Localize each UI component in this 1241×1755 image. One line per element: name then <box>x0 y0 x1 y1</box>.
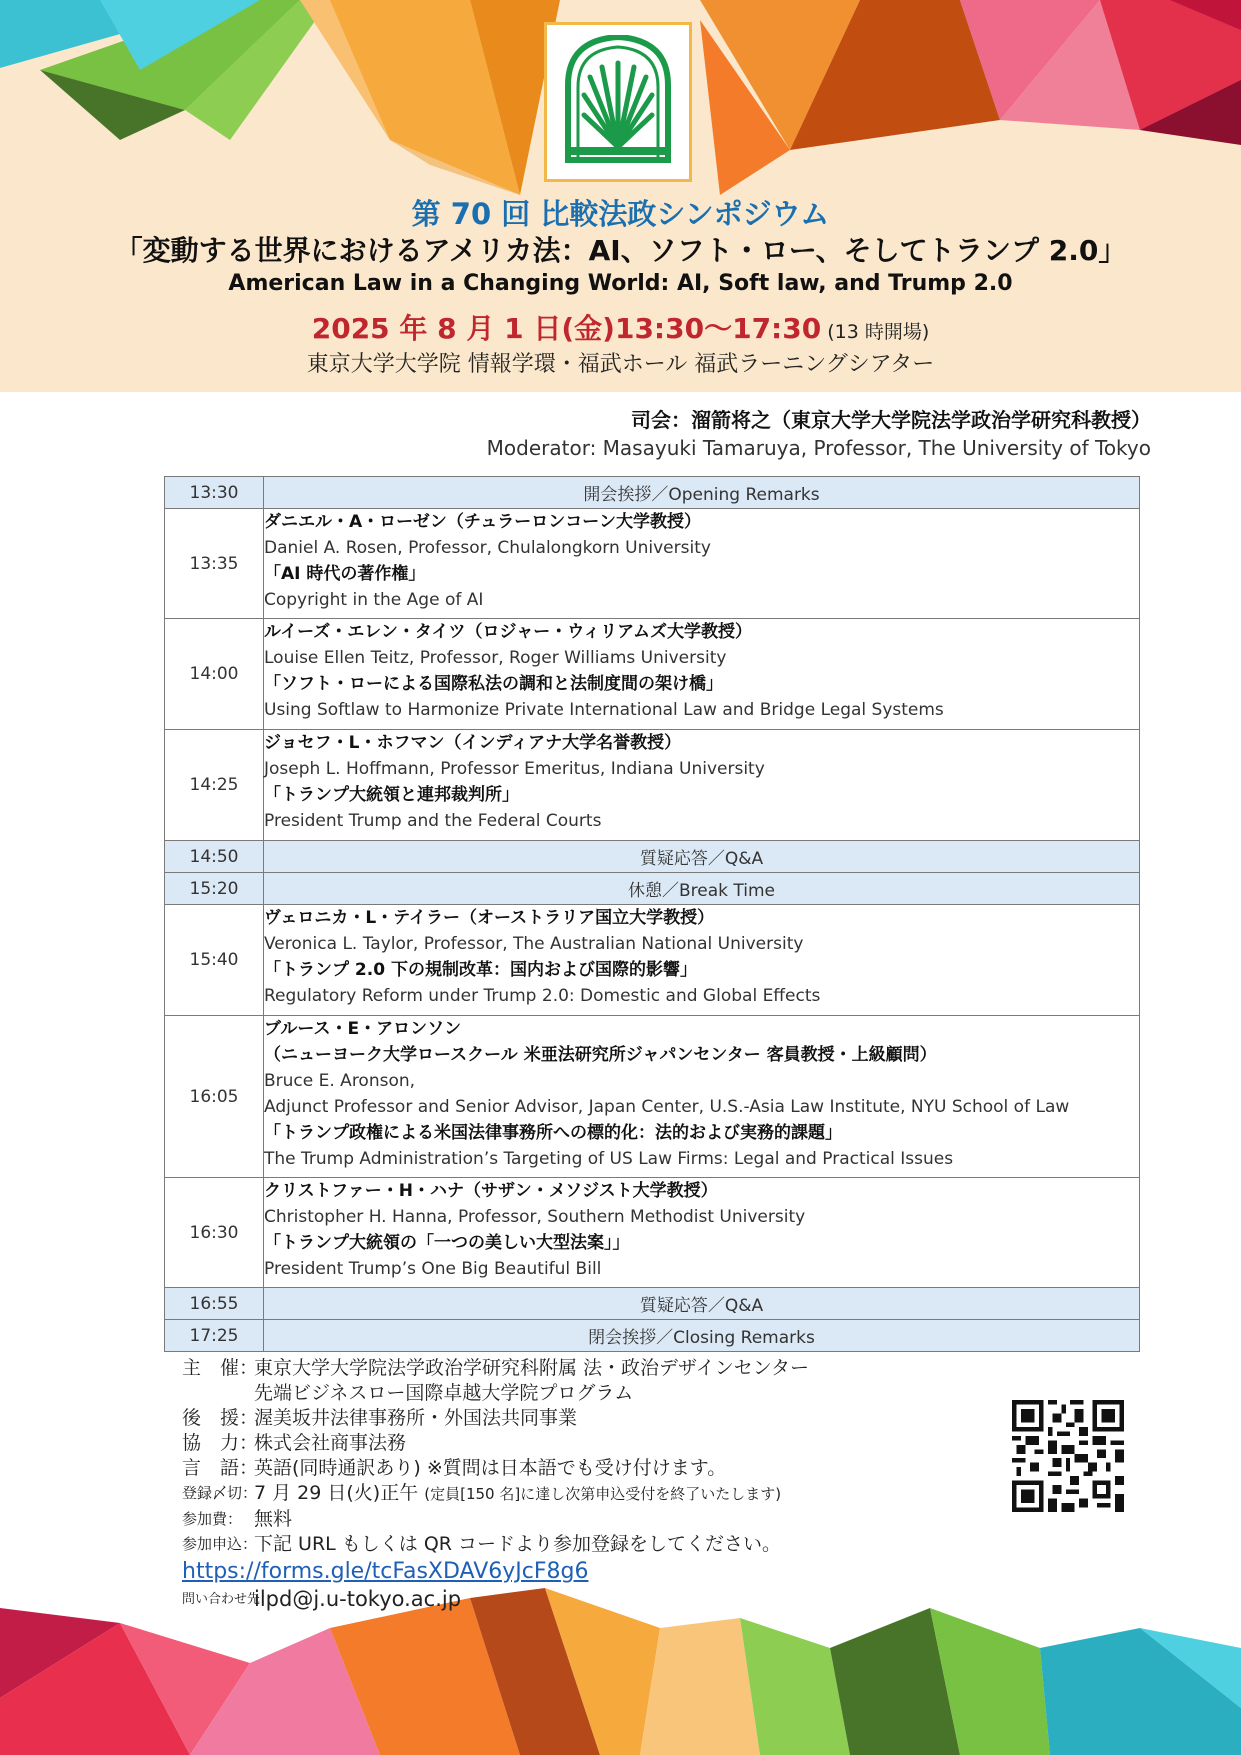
language-value: 英語(同時通訳あり) ※質問は日本語でも受け付けます。 <box>254 1457 727 1479</box>
program-time: 14:25 <box>165 730 264 841</box>
program-time: 16:55 <box>165 1288 264 1320</box>
talk-title-jp: 「ソフト・ローによる国際私法の調和と法制度間の架け橋」 <box>264 674 723 694</box>
event-venue: 東京大学大学院 情報学環・福武ホール 福武ラーニングシアター <box>306 352 935 377</box>
deadline-date: 7 月 29 日(火)正午 <box>254 1482 419 1504</box>
speaker-jp: ダニエル・A・ローゼン（チュラーロンコーン大学教授） <box>264 512 701 532</box>
talk-title-en: Regulatory Reform under Trump 2.0: Domestic and Global Effects <box>264 986 821 1006</box>
apply-row <box>182 1532 809 1557</box>
moderator-en: Moderator: Masayuki Tamaruya, Professor, The University of Tokyo <box>486 436 1151 460</box>
talk-title-en: President Trump’s One Big Beautiful Bill <box>264 1259 602 1279</box>
university-hall-logo <box>558 35 678 165</box>
speaker-en: Louise Ellen Teitz, Professor, Roger Williams University <box>264 648 727 668</box>
qr-code[interactable] <box>1012 1400 1124 1512</box>
program-label: 質疑応答／Q&A <box>264 841 1140 873</box>
program-row-closing <box>165 1320 1140 1352</box>
program-time: 14:00 <box>165 619 264 730</box>
registration-link[interactable]: https://forms.gle/tcFasXDAV6yJcF8g6 <box>182 1559 589 1584</box>
program-time: 15:20 <box>165 873 264 905</box>
talk-title-jp: 「トランプ政権による米国法律事務所への標的化：法的および実務的課題」 <box>264 1123 842 1143</box>
program-row-talk <box>165 1016 1140 1178</box>
program-label: 開会挨拶／Opening Remarks <box>264 477 1140 509</box>
contact-label: 問い合わせ先： <box>182 1592 274 1607</box>
contact-row <box>182 1587 809 1612</box>
speaker-en: Christopher H. Hanna, Professor, Southern Methodist University <box>264 1207 806 1227</box>
session-cell <box>264 509 1140 619</box>
speaker-en: Daniel A. Rosen, Professor, Chulalongkorn University <box>264 538 711 558</box>
program-row-qa <box>165 1288 1140 1320</box>
url-row <box>182 1557 809 1587</box>
deadline-label: 登録〆切： <box>182 1484 258 1502</box>
speaker-jp: ルイーズ・エレン・タイツ（ロジャー・ウィリアムズ大学教授） <box>264 622 752 642</box>
speaker-jp: クリストファー・H・ハナ（サザン・メソジスト大学教授） <box>264 1181 718 1201</box>
talk-title-jp: 「AI 時代の著作権」 <box>264 564 426 584</box>
cooperation-value: 株式会社商事法務 <box>254 1432 407 1454</box>
program-label: 休憩／Break Time <box>264 873 1140 905</box>
moderator-jp: 司会：溜箭将之（東京大学大学院法学政治学研究科教授） <box>631 408 1151 432</box>
program-time: 15:40 <box>165 905 264 1016</box>
program-time: 13:30 <box>165 477 264 509</box>
title-block <box>0 196 1241 380</box>
deadline-value <box>254 1481 781 1507</box>
fee-row <box>182 1507 809 1532</box>
program-table <box>164 476 1140 1352</box>
event-edition: 第 70 回 比較法政シンポジウム <box>411 197 830 231</box>
talk-title-jp: 「トランプ大統領の「一つの美しい大型法案」」 <box>264 1233 630 1253</box>
doors-open: (13 時開場) <box>827 321 930 343</box>
deadline-note: (定員[150 名]に達し次第申込受付を終了いたします) <box>424 1485 782 1503</box>
talk-title-en: President Trump and the Federal Courts <box>264 811 602 831</box>
event-title-jp: 「変動する世界におけるアメリカ法：AI、ソフト・ロー、そしてトランプ 2.0」 <box>114 234 1127 267</box>
program-row-talk <box>165 905 1140 1016</box>
program-label: 閉会挨拶／Closing Remarks <box>264 1320 1140 1352</box>
event-info <box>182 1356 809 1612</box>
speaker-affiliation-jp: （ニューヨーク大学ロースクール 米亜法研究所ジャパンセンター 客員教授・上級顧問） <box>264 1045 937 1065</box>
program-row-qa <box>165 841 1140 873</box>
organizer-label: 主 催： <box>182 1357 259 1379</box>
speaker-en: Bruce E. Aronson, <box>264 1071 416 1091</box>
talk-title-en: Copyright in the Age of AI <box>264 590 484 610</box>
program-time: 17:25 <box>165 1320 264 1352</box>
language-row <box>182 1456 809 1481</box>
session-cell <box>264 905 1140 1016</box>
session-cell <box>264 730 1140 841</box>
apply-value: 下記 URL もしくは QR コードより参加登録をしてください。 <box>254 1533 782 1555</box>
speaker-jp: ヴェロニカ・L・テイラー（オーストラリア国立大学教授） <box>264 908 715 928</box>
program-time: 13:35 <box>165 509 264 619</box>
speaker-affiliation-en: Adjunct Professor and Senior Advisor, Japan Center, U.S.-Asia Law Institute, NYU School of Law <box>264 1097 1070 1117</box>
fee-label: 参加費： <box>182 1510 243 1528</box>
fee-value: 無料 <box>254 1508 293 1530</box>
organizer-value: 東京大学大学院法学政治学研究科附属 法・政治デザインセンター <box>254 1357 809 1379</box>
organizer-row <box>182 1356 809 1381</box>
speaker-jp: ブルース・E・アロンソン <box>264 1019 462 1039</box>
program-label: 質疑応答／Q&A <box>264 1288 1140 1320</box>
support-value: 渥美坂井法律事務所・外国法共同事業 <box>254 1407 578 1429</box>
speaker-en: Joseph L. Hoffmann, Professor Emeritus, Indiana University <box>264 759 765 779</box>
session-cell <box>264 1178 1140 1288</box>
program-row-talk <box>165 509 1140 619</box>
program-row-break <box>165 873 1140 905</box>
moderator <box>487 406 1151 462</box>
contact-email[interactable]: ilpd@j.u-tokyo.ac.jp <box>254 1587 462 1611</box>
support-label: 後 援： <box>182 1407 259 1429</box>
cooperation-label: 協 力： <box>182 1432 259 1454</box>
talk-title-en: Using Softlaw to Harmonize Private International Law and Bridge Legal Systems <box>264 700 944 720</box>
language-label: 言 語： <box>182 1457 259 1479</box>
organizer-value-2: 先端ビジネスロー国際卓越大学院プログラム <box>254 1382 634 1404</box>
program-row-talk <box>165 1178 1140 1288</box>
speaker-jp: ジョセフ・L・ホフマン（インディアナ大学名誉教授） <box>264 733 682 753</box>
apply-label: 参加申込： <box>182 1535 258 1553</box>
deadline-row <box>182 1481 809 1507</box>
session-cell <box>264 1016 1140 1178</box>
program-time: 16:30 <box>165 1178 264 1288</box>
support-row <box>182 1406 809 1431</box>
talk-title-en: The Trump Administration’s Targeting of US Law Firms: Legal and Practical Issues <box>264 1149 954 1169</box>
date-row <box>0 312 1241 350</box>
organizer-row-2 <box>182 1381 809 1406</box>
event-title-en: American Law in a Changing World: AI, Soft law, and Trump 2.0 <box>228 271 1013 296</box>
program-row-talk <box>165 730 1140 841</box>
logo <box>544 22 692 182</box>
speaker-en: Veronica L. Taylor, Professor, The Australian National University <box>264 934 804 954</box>
program-time: 16:05 <box>165 1016 264 1178</box>
program-row-opening <box>165 477 1140 509</box>
talk-title-jp: 「トランプ大統領と連邦裁判所」 <box>264 785 519 805</box>
cooperation-row <box>182 1431 809 1456</box>
program-time: 14:50 <box>165 841 264 873</box>
event-date: 2025 年 8 月 1 日(金)13:30〜17:30 <box>311 312 822 345</box>
session-cell <box>264 619 1140 730</box>
program-row-talk <box>165 619 1140 730</box>
talk-title-jp: 「トランプ 2.0 下の規制改革：国内および国際的影響」 <box>264 960 697 980</box>
footer-background <box>0 1588 1241 1755</box>
